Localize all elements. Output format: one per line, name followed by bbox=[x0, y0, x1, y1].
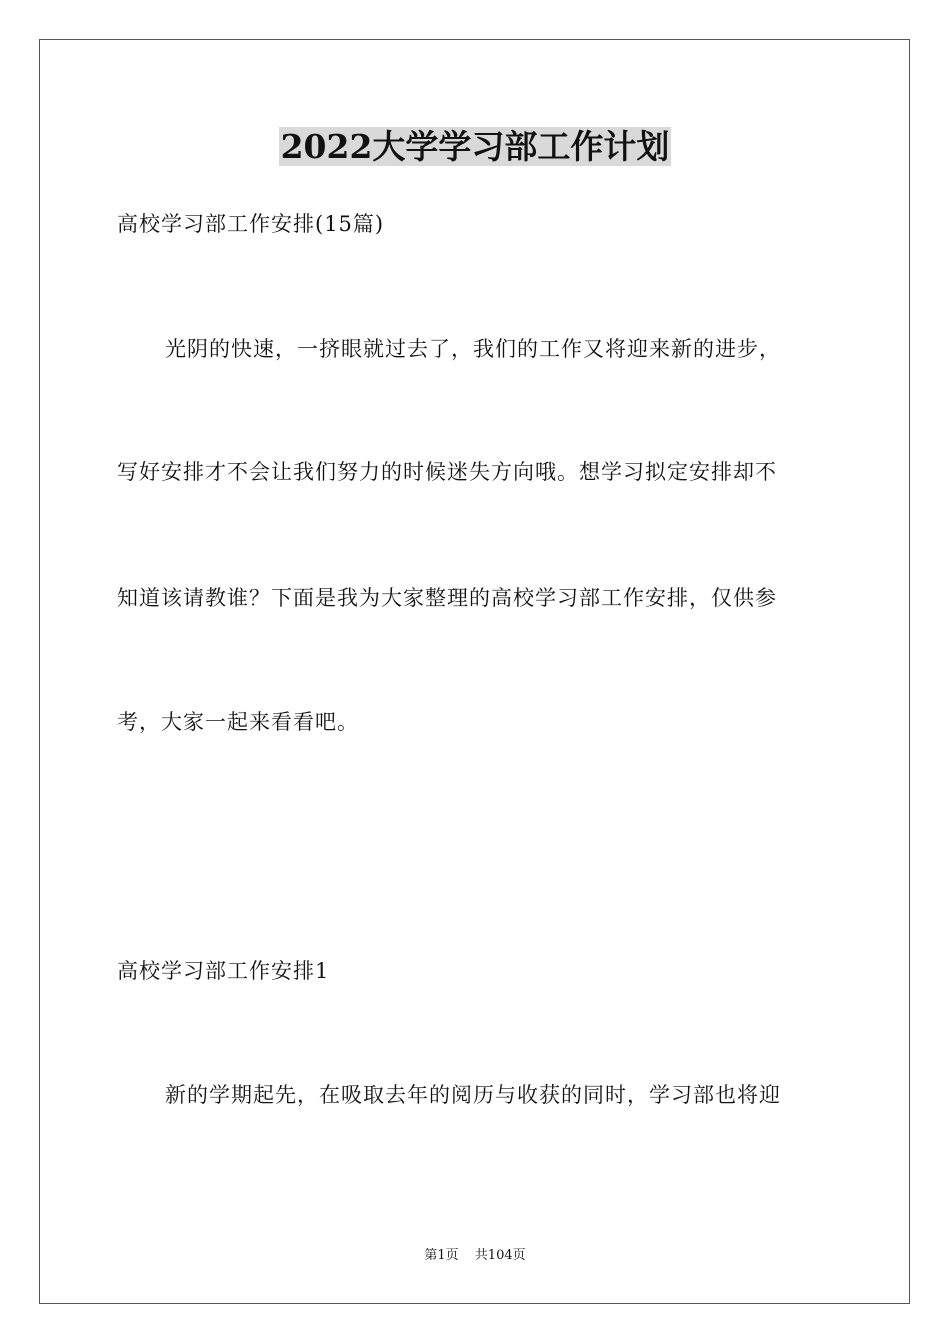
section-paragraph-line-1: 新的学期起先，在吸取去年的阅历与收获的同时，学习部也将迎 bbox=[165, 1083, 781, 1107]
page-total: 共104页 bbox=[474, 1248, 526, 1263]
document-subtitle: 高校学习部工作安排(15篇) bbox=[117, 212, 385, 236]
intro-line-4: 考，大家一起来看看吧。 bbox=[117, 710, 359, 734]
document-title bbox=[0, 126, 950, 168]
page-footer bbox=[0, 1247, 950, 1265]
page-number: 第1页 bbox=[424, 1248, 459, 1263]
intro-line-2: 写好安排才不会让我们努力的时候迷失方向哦。想学习拟定安排却不 bbox=[117, 460, 777, 484]
section-heading: 高校学习部工作安排1 bbox=[117, 959, 330, 983]
intro-line-3: 知道该请教谁？下面是我为大家整理的高校学习部工作安排，仅供参 bbox=[117, 586, 777, 610]
intro-line-1: 光阴的快速，一挤眼就过去了，我们的工作又将迎来新的进步， bbox=[165, 337, 781, 361]
document-title-text: 2022大学学习部工作计划 bbox=[280, 127, 670, 166]
